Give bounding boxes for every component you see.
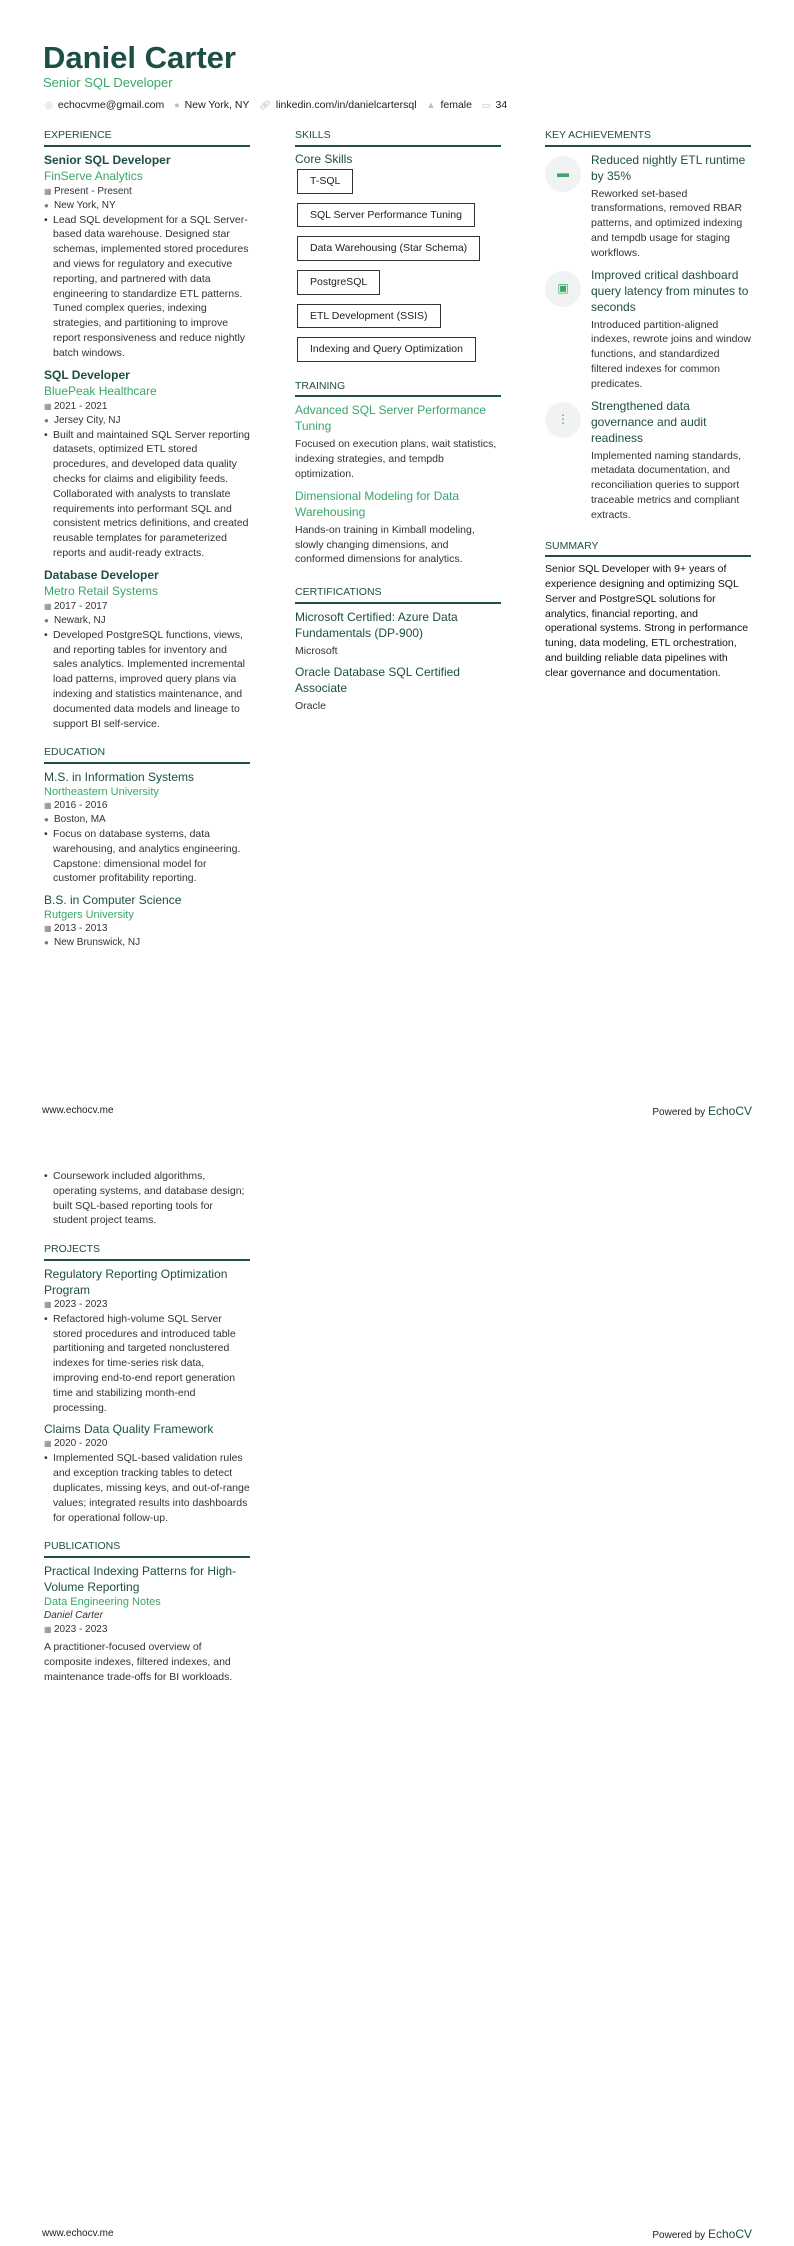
contact-location	[174, 98, 249, 113]
job-title: SQL Developer	[44, 367, 130, 382]
location-pin-icon: ●	[44, 615, 49, 625]
experience-item	[44, 367, 250, 561]
location-text: Newark, NJ	[54, 614, 106, 626]
job-location	[44, 414, 250, 428]
section-heading-projects: PROJECTS	[44, 1242, 250, 1261]
page-footer	[42, 2227, 752, 2244]
experience-item	[44, 567, 250, 732]
education-item	[44, 892, 250, 950]
skill-tags	[295, 169, 501, 371]
location-text: New Brunswick, NJ	[54, 937, 141, 949]
footer-site-link[interactable]: www.echocv.me	[42, 2228, 114, 2239]
education-item	[44, 769, 250, 886]
job-dates	[44, 600, 250, 614]
section-heading-education: EDUCATION	[44, 745, 250, 764]
contact-bar	[45, 98, 507, 113]
powered-by-text: Powered by	[652, 1107, 706, 1118]
summary-text: Senior SQL Developer with 9+ years of experience designing and optimizing SQL Server and PostgreSQL solutions for analytics, financial reporting, and operational systems. Strong in performance tuning, data modeling, ETL orchestration, and building reliable data pipelines with clear governance and documentation.	[545, 563, 749, 679]
company-name: Metro Retail Systems	[44, 583, 159, 598]
project-item	[44, 1266, 250, 1416]
training-title: Dimensional Modeling for Data Warehousing	[295, 488, 460, 519]
dates-text: 2016 - 2016	[54, 799, 108, 811]
degree: M.S. in Information Systems	[44, 769, 195, 784]
job-bullet: • Built and maintained SQL Server reporting datasets, optimized ETL stored procedures, and developed data quality checks for claims and eligibility feeds. Collaborated with analysts to translate requirements into performant SQL and consistent metrics definitions, and created reusable templates for parameterized reports and audit-ready extracts.	[44, 428, 250, 561]
edu-bullet: • Focus on database systems, data warehousing, and analytics engineering. Capstone: dimensional model for customer profitability reporting.	[44, 827, 250, 886]
calendar-icon: ▦	[44, 1624, 52, 1634]
cert-issuer: Microsoft	[295, 644, 338, 657]
dates-text: 2023 - 2023	[54, 1623, 108, 1635]
achievement-item	[545, 267, 751, 392]
skill-tag: Data Warehousing (Star Schema)	[297, 236, 480, 261]
skill-tag: T-SQL	[297, 169, 353, 194]
dates-text: 2021 - 2021	[54, 400, 108, 412]
publication-item	[44, 1563, 250, 1684]
card-icon: ▬	[545, 156, 581, 192]
skill-tag: ETL Development (SSIS)	[297, 304, 441, 329]
location-text: Jersey City, NJ	[54, 414, 121, 426]
middle-column	[295, 128, 501, 720]
project-bullet: • Refactored high-volume SQL Server stored procedures and introduced table partitioning and targeted nonclustered indexes for time-series risk data, improving end-to-end report generation time and stabilizing month-end processing.	[44, 1312, 250, 1416]
publication-author: Daniel Carter	[44, 1609, 103, 1621]
section-heading-certifications: CERTIFICATIONS	[295, 585, 501, 604]
dots-icon: ⋮	[545, 402, 581, 438]
page-footer	[42, 1104, 752, 1121]
location-pin-icon: ●	[44, 200, 49, 210]
achievement-desc: Reworked set-based transformations, removed RBAR patterns, and optimized indexing and tempdb usage for staging workflows.	[591, 187, 743, 259]
dates-text: 2020 - 2020	[54, 1438, 108, 1450]
section-heading-achievements: KEY ACHIEVEMENTS	[545, 128, 751, 147]
calendar-icon: ▭	[481, 100, 491, 110]
contact-age	[482, 98, 507, 113]
gender-text: female	[440, 99, 472, 111]
skill-group-title: Core Skills	[295, 151, 353, 166]
experience-item	[44, 152, 250, 361]
school: Northeastern University	[44, 785, 159, 798]
edu-dates	[44, 922, 250, 936]
dates-text: 2023 - 2023	[54, 1298, 108, 1310]
school: Rutgers University	[44, 909, 134, 922]
project-dates	[44, 1298, 250, 1312]
calendar-icon: ▦	[44, 924, 52, 934]
company-name: FinServe Analytics	[44, 168, 143, 183]
cert-issuer: Oracle	[295, 700, 326, 713]
powered-by-text: Powered by	[652, 2230, 706, 2241]
location-text: New York, NY	[184, 99, 250, 111]
contact-email[interactable]	[45, 98, 164, 113]
email-text: echocvme@gmail.com	[57, 99, 165, 111]
contact-gender	[427, 98, 472, 113]
job-location	[44, 614, 250, 628]
right-column	[545, 128, 751, 681]
monitor-icon: ▣	[545, 271, 581, 307]
job-title: Senior SQL Developer	[44, 152, 171, 167]
calendar-icon: ▦	[44, 800, 52, 810]
project-bullet: • Implemented SQL-based validation rules and exception tracking tables to detect duplicates, missing keys, and out-of-range values; integrated results into dashboards for operational follow-up.	[44, 1451, 250, 1525]
project-title: Regulatory Reporting Optimization Program	[44, 1266, 228, 1297]
job-dates	[44, 185, 250, 199]
training-title: Advanced SQL Server Performance Tuning	[295, 403, 486, 434]
powered-by	[652, 1104, 752, 1121]
brand-logo[interactable]: EchoCV	[707, 2227, 752, 2241]
cert-title: Oracle Database SQL Certified Associate	[295, 665, 460, 696]
achievement-desc: Implemented naming standards, metadata documentation, and reconciliation queries to support traceable metrics and compliant extracts.	[591, 449, 741, 521]
location-pin-icon: ●	[44, 938, 49, 948]
job-dates	[44, 400, 250, 414]
dates-text: 2013 - 2013	[54, 923, 108, 935]
dates-text: Present - Present	[54, 185, 132, 197]
location-pin-icon: ●	[44, 415, 49, 425]
skill-tag: PostgreSQL	[297, 270, 380, 295]
section-heading-publications: PUBLICATIONS	[44, 1539, 250, 1558]
link-icon: 🔗︎	[259, 100, 271, 110]
training-desc: Focused on execution plans, wait statistics, indexing strategies, and tempdb optimization.	[295, 438, 497, 480]
calendar-icon: ▦	[44, 186, 52, 196]
publication-title: Practical Indexing Patterns for High-Volume Reporting	[44, 1563, 237, 1594]
job-bullet: • Developed PostgreSQL functions, views, and reporting tables for inventory and sales analytics. Implemented incremental load patterns, improved query plans via indexing and statistics maintenance, and documented data models and lineage to support BI self-service.	[44, 628, 250, 732]
age-text: 34	[495, 99, 508, 111]
footer-site-link[interactable]: www.echocv.me	[42, 1105, 114, 1116]
publication-desc: A practitioner-focused overview of composite indexes, filtered indexes, and maintenance trade-offs for BI workloads.	[44, 1640, 233, 1683]
publication-publisher: Data Engineering Notes	[44, 1595, 161, 1608]
candidate-name: Daniel Carter	[43, 40, 236, 75]
location-pin-icon: ●	[44, 814, 49, 824]
section-heading-experience: EXPERIENCE	[44, 128, 250, 147]
contact-linkedin[interactable]	[259, 98, 416, 113]
resume-page-2	[0, 1123, 794, 2246]
achievement-item	[545, 398, 751, 523]
achievement-title: Strengthened data governance and audit readiness	[591, 398, 707, 445]
powered-by	[652, 2227, 752, 2244]
calendar-icon: ▦	[44, 1439, 52, 1449]
calendar-icon: ▦	[44, 1299, 52, 1309]
left-column-continued	[44, 1169, 250, 1690]
section-heading-skills: SKILLS	[295, 128, 501, 147]
section-heading-training: TRAINING	[295, 379, 501, 398]
company-name: BluePeak Healthcare	[44, 383, 157, 398]
edu-location	[44, 936, 250, 950]
edu-dates	[44, 799, 250, 813]
project-dates	[44, 1437, 250, 1451]
email-icon: ◎	[45, 100, 53, 110]
training-desc: Hands-on training in Kimball modeling, slowly changing dimensions, and conformed dimensions for analytics.	[295, 523, 475, 566]
skill-tag: SQL Server Performance Tuning	[297, 203, 475, 228]
edu-bullet: • Coursework included algorithms, operating systems, and database design; built SQL-based reporting tools for student project teams.	[44, 1169, 250, 1228]
linkedin-text: linkedin.com/in/danielcartersql	[275, 99, 417, 111]
location-pin-icon: ●	[174, 100, 180, 110]
candidate-title: Senior SQL Developer	[43, 75, 173, 90]
job-bullet: • Lead SQL development for a SQL Server-based data warehouse. Designed star schemas, implemented stored procedures and views for regulatory and executive reporting, and partnered with data engineering to standardize ETL patterns. Tuned complex queries, indexing strategies, and partitioning to improve report responsiveness and reduce nightly batch windows.	[44, 213, 250, 361]
person-icon: ▲	[426, 100, 436, 110]
dates-text: 2017 - 2017	[54, 600, 108, 612]
achievement-title: Improved critical dashboard query latency from minutes to seconds	[591, 267, 749, 314]
achievement-title: Reduced nightly ETL runtime by 35%	[591, 152, 746, 183]
location-text: New York, NY	[54, 199, 116, 211]
calendar-icon: ▦	[44, 601, 52, 611]
job-location	[44, 199, 250, 213]
brand-logo[interactable]: EchoCV	[707, 1104, 752, 1118]
left-column	[44, 128, 250, 956]
edu-location	[44, 813, 250, 827]
calendar-icon: ▦	[44, 401, 52, 411]
achievement-desc: Introduced partition-aligned indexes, rewrote joins and window functions, and standardized filtered indexes for common predicates.	[591, 318, 751, 390]
publication-dates	[44, 1623, 250, 1637]
project-title: Claims Data Quality Framework	[44, 1422, 214, 1437]
achievement-item	[545, 152, 751, 261]
section-heading-summary: SUMMARY	[545, 539, 751, 558]
location-text: Boston, MA	[54, 813, 106, 825]
degree: B.S. in Computer Science	[44, 893, 182, 908]
skill-tag: Indexing and Query Optimization	[297, 337, 476, 362]
cert-title: Microsoft Certified: Azure Data Fundamentals (DP-900)	[295, 609, 458, 640]
project-item	[44, 1421, 250, 1525]
job-title: Database Developer	[44, 567, 159, 582]
